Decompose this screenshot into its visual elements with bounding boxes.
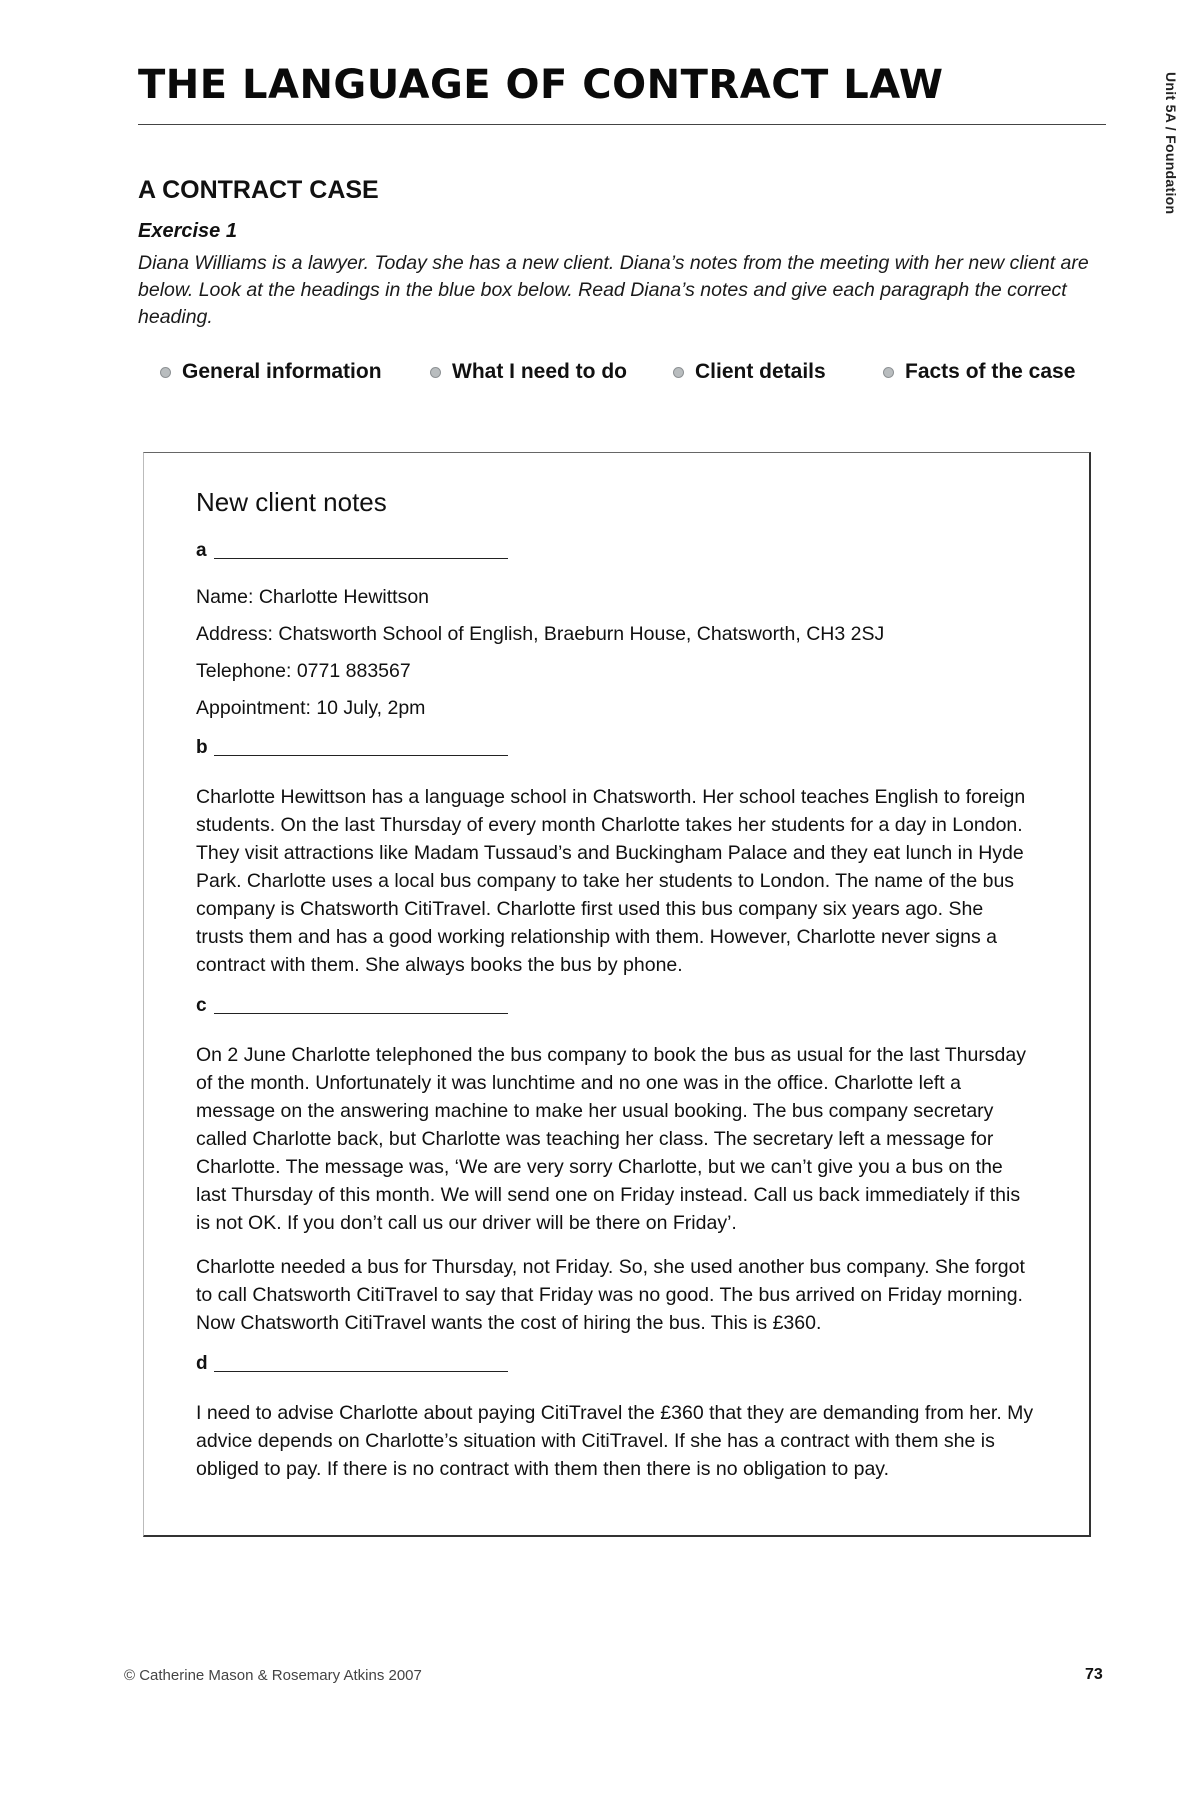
- page-number: 73: [1085, 1666, 1103, 1683]
- exercise-instructions: Diana Williams is a lawyer. Today she has a new client. Diana’s notes from the meeting with her new client are below. Look at the headings in the blue box below. Read Diana’s notes and give each paragraph the correct heading.: [138, 252, 1089, 328]
- section-heading: A CONTRACT CASE: [138, 176, 379, 204]
- heading-option-label: What I need to do: [452, 360, 627, 383]
- heading-option: [883, 360, 1075, 384]
- copyright-notice: © Catherine Mason & Rosemary Atkins 2007: [124, 1667, 422, 1684]
- heading-blank-c: [196, 995, 1036, 1017]
- heading-option-label: General information: [182, 360, 382, 383]
- heading-option-label: Facts of the case: [905, 360, 1076, 383]
- headings-list: [160, 360, 1100, 384]
- heading-blank-d: [196, 1353, 1036, 1375]
- client-notes-content: [196, 487, 1036, 1499]
- page-title: THE LANGUAGE OF CONTRACT LAW: [138, 62, 944, 108]
- answer-blank: [214, 755, 508, 756]
- answer-blank: [214, 1371, 508, 1372]
- blank-letter: a: [196, 540, 207, 561]
- heading-blank-a: [196, 540, 1036, 562]
- exercise-label: Exercise 1: [138, 220, 237, 242]
- blank-letter: d: [196, 1353, 208, 1374]
- bullet-icon: [160, 367, 171, 378]
- bullet-icon: [673, 367, 684, 378]
- client-address: Address: Chatsworth School of English, Braeburn House, Chatsworth, CH3 2SJ: [196, 623, 885, 645]
- bullet-icon: [883, 367, 894, 378]
- answer-blank: [214, 558, 508, 559]
- client-telephone: Telephone: 0771 883567: [196, 660, 411, 682]
- blank-letter: c: [196, 995, 207, 1016]
- heading-option: [160, 360, 430, 384]
- client-name: Name: Charlotte Hewittson: [196, 586, 430, 608]
- unit-side-label: Unit 5A / Foundation: [1163, 72, 1179, 215]
- answer-blank: [214, 1013, 508, 1014]
- paragraph-c-1: On 2 June Charlotte telephoned the bus company to book the bus as usual for the last Thursday of the month. Unfortunately it was lunchtime and no one was in the office. Charlotte left a message on the answering machine to make her usual booking. The bus company secretary called Charlotte back, but Charlotte was teaching her class. The secretary left a message for Charlotte. The message was, ‘We are very sorry Charlotte, but we can’t give you a bus on the last Thursday of this month. We will send one on Friday instead. Call us back immediately if this is not OK. If you don’t call us our driver will be there on Friday’.: [196, 1044, 1026, 1234]
- heading-option: [430, 360, 673, 384]
- paragraph-d: I need to advise Charlotte about paying CitiTravel the £360 that they are demanding from her. My advice depends on Charlotte’s situation with CitiTravel. If she has a contract with them she is obliged to pay. If there is no contract with them then there is no obligation to pay.: [196, 1402, 1034, 1480]
- heading-blank-b: [196, 737, 1036, 759]
- bullet-icon: [430, 367, 441, 378]
- notes-title: New client notes: [196, 487, 387, 517]
- client-appointment: Appointment: 10 July, 2pm: [196, 697, 426, 719]
- blank-letter: b: [196, 737, 208, 758]
- paragraph-c-2: Charlotte needed a bus for Thursday, not Friday. So, she used another bus company. She forgot to call Chatsworth CitiTravel to say that Friday was no good. The bus arrived on Friday morning. Now Chatsworth CitiTravel wants the cost of hiring the bus. This is £360.: [196, 1256, 1025, 1334]
- heading-option-label: Client details: [695, 360, 826, 383]
- paragraph-b: Charlotte Hewittson has a language school in Chatsworth. Her school teaches English to foreign students. On the last Thursday of every month Charlotte takes her students for a day in London. They visit attractions like Madam Tussaud’s and Buckingham Palace and they eat lunch in Hyde Park. Charlotte uses a local bus company to take her students to London. The name of the bus company is Chatsworth CitiTravel. Charlotte first used this bus company six years ago. She trusts them and has a good working relationship with them. However, Charlotte never signs a contract with them. She always books the bus by phone.: [196, 786, 1026, 976]
- heading-option: [673, 360, 883, 384]
- title-divider: [138, 124, 1106, 125]
- client-notes-box: [143, 452, 1091, 1537]
